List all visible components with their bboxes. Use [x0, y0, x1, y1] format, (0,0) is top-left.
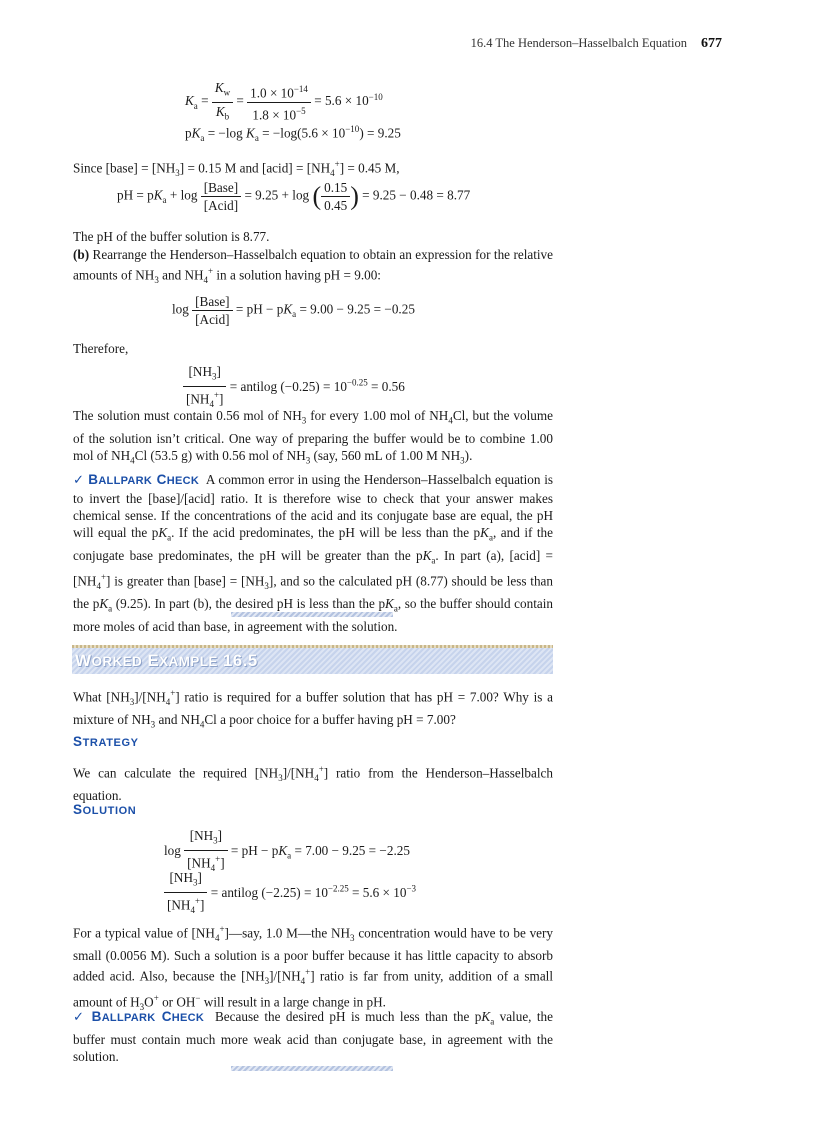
since-line: Since [base] = $[NH_3] = 0.15$ M and [acid] = $[NH_4^+] = 0.45$ M, [73, 159, 400, 179]
equation-ka: $K_a$ = $\frac{K_w}{K_b}$ = $\frac{1.0 \times 10^{-14}}{1.8 \times 10^{-5}}$ = $5.6 \times 10^{-10}$ [185, 80, 383, 123]
ballpark-title-2: BALLPARK CHECK [91, 1009, 205, 1024]
part-b-intro: (b) Rearrange the Henderson–Hasselbalch equation to obtain an expression for the relative amounts of $NH_3$ and $NH_4^+$ in a solution having pH = 9.00: [73, 247, 553, 286]
ballpark-check-1: ✓ BALLPARK CHECK A common error in using the Henderson–Hasselbalch equation is to invert the [base]/[acid] ratio. It is therefore wise to check that your answer makes chemical sense. If the concentrations of the acid and its conjugate base are equal, the pH will equal the $pK_a$. If the acid predominates, the pH will be less than the $pK_a$, and if the conjugate base predominates, the pH will be greater than the $pK_a$. In part (a), [acid] = $[NH_4^+]$ is greater than [base] = $[NH_3]$, and so the calculated pH (8.77) should be less than the $pK_a$ (9.25). In part (b), the desired pH is less than the $pK_a$, so the buffer should contain more moles of acid than base, in agreement with the solution. [73, 472, 554, 634]
example-number: 16.5 [222, 651, 258, 670]
worked-example-title: WORKED EXAMPLE 16.5 [75, 651, 258, 670]
equation-antilog-solution: $\frac{[NH_3]}{[NH_4^+]}$ = antilog $(-2.25) = 10^{-2.25} = 5.6 \times 10^{-3}$ [164, 870, 416, 918]
solution-text: For a typical value of $[NH_4^+]—say$, 1.0 M—the $NH_3$ concentration would have to be very small (0.0056 M). Such a solution is a poor buffer because it has little capacity to absorb added acid. Also, because the $[NH_3]/[NH_4^+]$ ratio is far from unity, addition of a small amount of $H_3O^+$ or OH− will result in a large change in pH. [73, 924, 554, 1013]
result-a: The pH of the buffer solution is 8.77. [73, 229, 270, 244]
equation-pka: $pK_a = -\log$ $K_a = -\log(5.6 \times 10^{-10}) = 9.25$ [185, 124, 401, 144]
ballpark-check-2: ✓ BALLPARK CHECK Because the desired pH is much less than the $pK_a$ value, the buffer must contain much more weak acid than conjugate base, in agreement with the solution. [73, 1009, 554, 1064]
strategy-heading: STRATEGY [73, 734, 139, 749]
section-title: 16.4 The Henderson–Hasselbalch Equation [470, 36, 687, 50]
equation-antilog-b: $\frac{[NH_3]}{[NH_4^+]}$ = antilog $(-0.25) = 10^{-0.25} = 0.56$ [183, 364, 405, 412]
example-question: What $[NH_3]/[NH_4^+]$ ratio is required for a buffer solution that has pH = 7.00? Why is a mixture of $NH_3$ and $NH_4Cl$ a poor choice for a buffer having pH = 7.00? [73, 688, 553, 730]
equation-log-ratio-solution: log $\frac{[NH_3]}{[NH_4^+]}$ = pH − $pK_a = 7.00 - 9.25 = -2.25$ [164, 828, 410, 873]
section-divider-1 [231, 612, 393, 617]
strategy-text: We can calculate the required $[NH_3]/[NH_4^+]$ ratio from the Henderson–Hasselbalch equation. [73, 764, 553, 804]
running-head [471, 36, 722, 52]
therefore-label: Therefore, [73, 341, 129, 356]
equation-ph-a: pH = $pK_a + \log$ $\frac{\text{[Base]}}{\text{[Acid]}}$ = 9.25 + log ( $\frac{0.15}{0.45}$ ) = 9.25 − 0.48 = 8.77 [117, 180, 471, 213]
solution-heading: SOLUTION [73, 802, 137, 817]
check-icon: ✓ [73, 1010, 87, 1025]
equation-log-ratio-b: log $\frac{\text{[Base]}}{\text{[Acid]}}$ = pH − $pK_a = 9.00 - 9.25 = -0.25$ [172, 294, 415, 327]
section-divider-2 [231, 1066, 393, 1071]
ballpark-title-1: BALLPARK CHECK [88, 472, 200, 487]
page-number: 677 [701, 36, 722, 51]
check-icon: ✓ [73, 473, 85, 488]
part-b-conclusion: The solution must contain 0.56 mol of $NH_3$ for every 1.00 mol of $NH_4Cl$, but the volume of the solution isn’t critical. One way of preparing the buffer would be to combine 1.00 mol of $NH_4Cl$ (53.5 g) with 0.56 mol of $NH_3$ (say, 560 mL of 1.00 M $NH_3$). [73, 408, 553, 466]
